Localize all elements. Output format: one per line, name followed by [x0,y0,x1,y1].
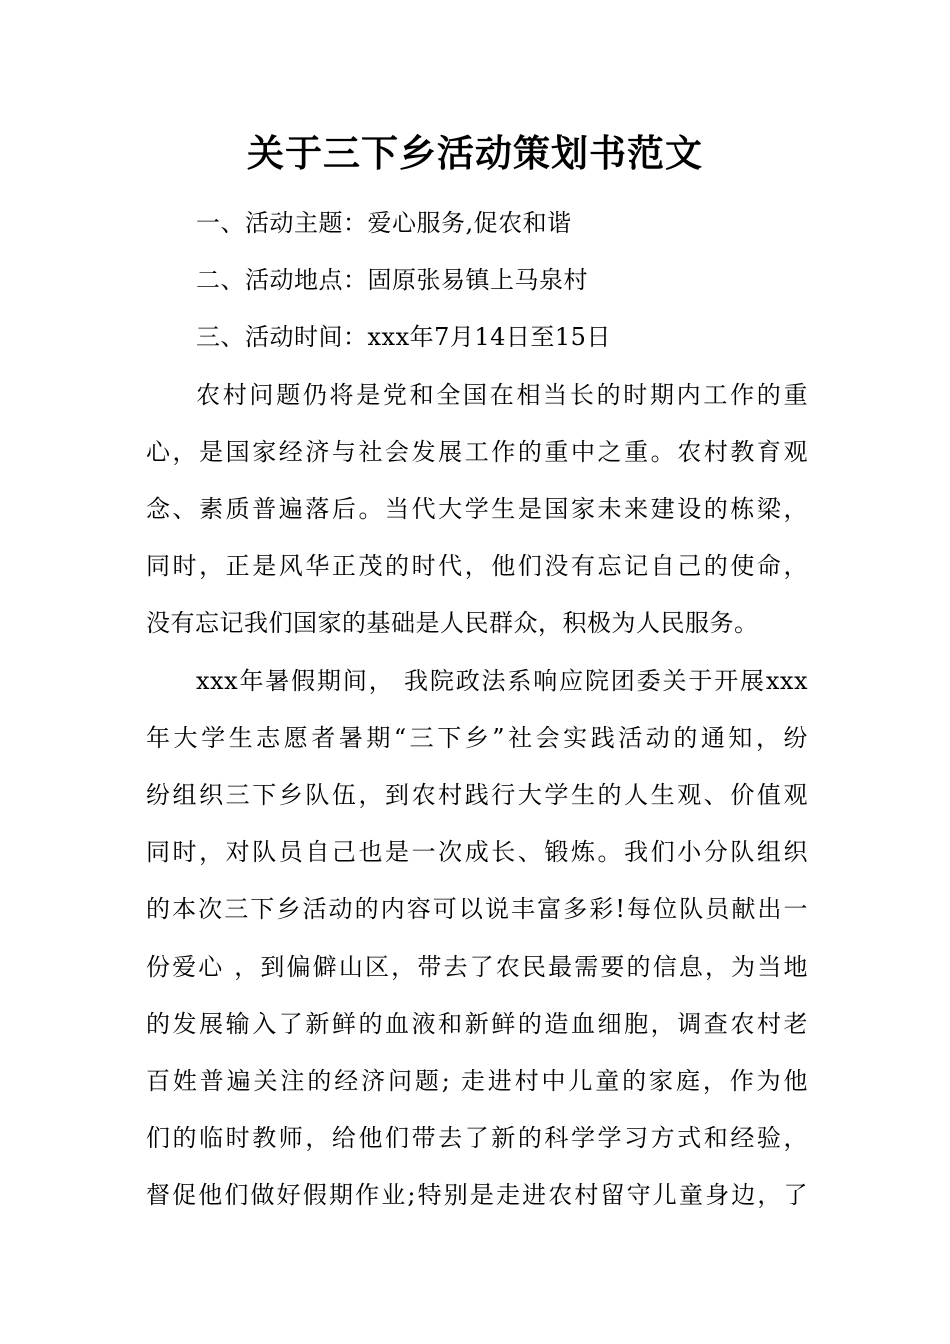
heading-time: 三、活动时间：xxx年7月14日至15日 [196,323,611,351]
paragraph-line: 念、素质普遍落后。当代大学生是国家未来建设的栋梁， [146,495,808,523]
heading-theme: 一、活动主题：爱心服务,促农和谐 [196,209,572,237]
paragraph-line: xxx年暑假期间， 我院政法系响应院团委关于开展xxx [196,667,808,695]
paragraph-line: 心，是国家经济与社会发展工作的重中之重。农村教育观 [146,438,808,466]
paragraph-line: 没有忘记我们国家的基础是人民群众，积极为人民服务。 [146,609,759,637]
paragraph-line: 农村问题仍将是党和全国在相当长的时期内工作的重 [196,381,808,409]
paragraph-line: 年大学生志愿者暑期“三下乡”社会实践活动的通知，纷 [146,724,808,752]
paragraph-line: 的本次三下乡活动的内容可以说丰富多彩!每位队员献出一 [146,895,808,923]
paragraph-line: 们的临时教师，给他们带去了新的科学学习方式和经验， [146,1124,808,1152]
paragraph-line: 督促他们做好假期作业;特别是走进农村留守儿童身边，了 [146,1181,808,1209]
paragraph-line: 同时，正是风华正茂的时代，他们没有忘记自己的使命， [146,552,808,580]
paragraph-line: 的发展输入了新鲜的血液和新鲜的造血细胞，调查农村老 [146,1010,808,1038]
paragraph-line: 同时，对队员自己也是一次成长、锻炼。我们小分队组织 [146,838,808,866]
document-title: 关于三下乡活动策划书范文 [247,131,703,175]
paragraph-line: 百姓普遍关注的经济问题; 走进村中儿童的家庭，作为他 [146,1067,808,1095]
paragraph-line: 份爱心 ，到偏僻山区，带去了农民最需要的信息，为当地 [146,953,808,981]
paragraph-line: 纷组织三下乡队伍，到农村践行大学生的人生观、价值观 [146,781,808,809]
heading-location: 二、活动地点：固原张易镇上马泉村 [196,266,588,294]
